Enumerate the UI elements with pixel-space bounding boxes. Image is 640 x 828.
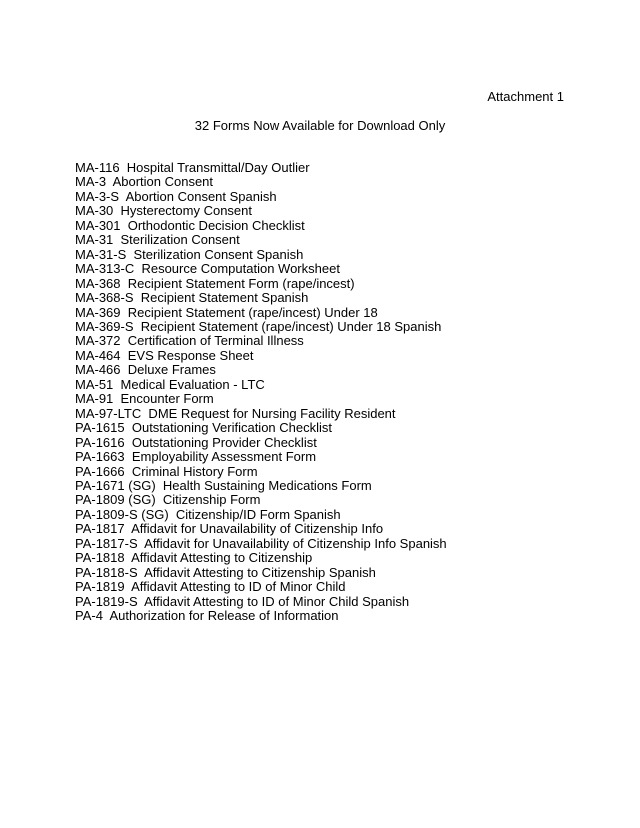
list-item: PA-1616 Outstationing Provider Checklist — [75, 434, 317, 450]
list-item: MA-369-S Recipient Statement (rape/incest) Under 18 Spanish — [75, 318, 442, 334]
list-item: PA-1818-S Affidavit Attesting to Citizenship Spanish — [75, 564, 376, 580]
list-item: MA-116 Hospital Transmittal/Day Outlier — [75, 160, 310, 175]
list-item: MA-30 Hysterectomy Consent — [75, 203, 253, 219]
list-item: PA-1809 (SG) Citizenship Form — [75, 492, 261, 508]
list-item: MA-369 Recipient Statement (rape/incest) Under 18 — [75, 304, 378, 320]
list-item: PA-1817-S Affidavit for Unavailability of Citizenship Info Spanish — [75, 535, 447, 551]
list-item: PA-1663 Employability Assessment Form — [75, 449, 317, 465]
list-item: MA-51 Medical Evaluation - LTC — [75, 376, 265, 392]
forms-list — [75, 161, 447, 624]
list-item: PA-1666 Criminal History Form — [75, 463, 258, 479]
list-item: PA-1615 Outstationing Verification Checklist — [75, 420, 333, 436]
list-item: MA-372 Certification of Terminal Illness — [75, 333, 304, 349]
list-item: MA-464 EVS Response Sheet — [75, 347, 254, 363]
list-item: MA-3-S Abortion Consent Spanish — [75, 188, 277, 204]
list-item: MA-31-S Sterilization Consent Spanish — [75, 246, 304, 262]
page-title: 32 Forms Now Available for Download Only — [194, 118, 446, 133]
list-item: PA-1817 Affidavit for Unavailability of Citizenship Info — [75, 521, 384, 537]
list-item: MA-466 Deluxe Frames — [75, 362, 216, 378]
list-item: MA-91 Encounter Form — [75, 391, 214, 407]
list-item: PA-1671 (SG) Health Sustaining Medications Form — [75, 477, 372, 493]
list-item: PA-1809-S (SG) Citizenship/ID Form Spanish — [75, 506, 341, 522]
list-item: MA-313-C Resource Computation Worksheet — [75, 261, 340, 277]
list-item: PA-1819-S Affidavit Attesting to ID of Minor Child Spanish — [75, 593, 410, 609]
list-item: MA-368-S Recipient Statement Spanish — [75, 290, 309, 306]
list-item: MA-97-LTC DME Request for Nursing Facility Resident — [75, 405, 396, 421]
list-item: MA-301 Orthodontic Decision Checklist — [75, 217, 305, 233]
list-item: PA-1819 Affidavit Attesting to ID of Minor Child — [75, 579, 346, 595]
list-item: MA-368 Recipient Statement Form (rape/incest) — [75, 275, 355, 291]
list-item: MA-3 Abortion Consent — [75, 174, 214, 190]
list-item: PA-1818 Affidavit Attesting to Citizenship — [75, 550, 313, 566]
list-item: PA-4 Authorization for Release of Information — [75, 608, 339, 624]
attachment-label: Attachment 1 — [487, 89, 564, 104]
list-item: MA-31 Sterilization Consent — [75, 232, 240, 248]
